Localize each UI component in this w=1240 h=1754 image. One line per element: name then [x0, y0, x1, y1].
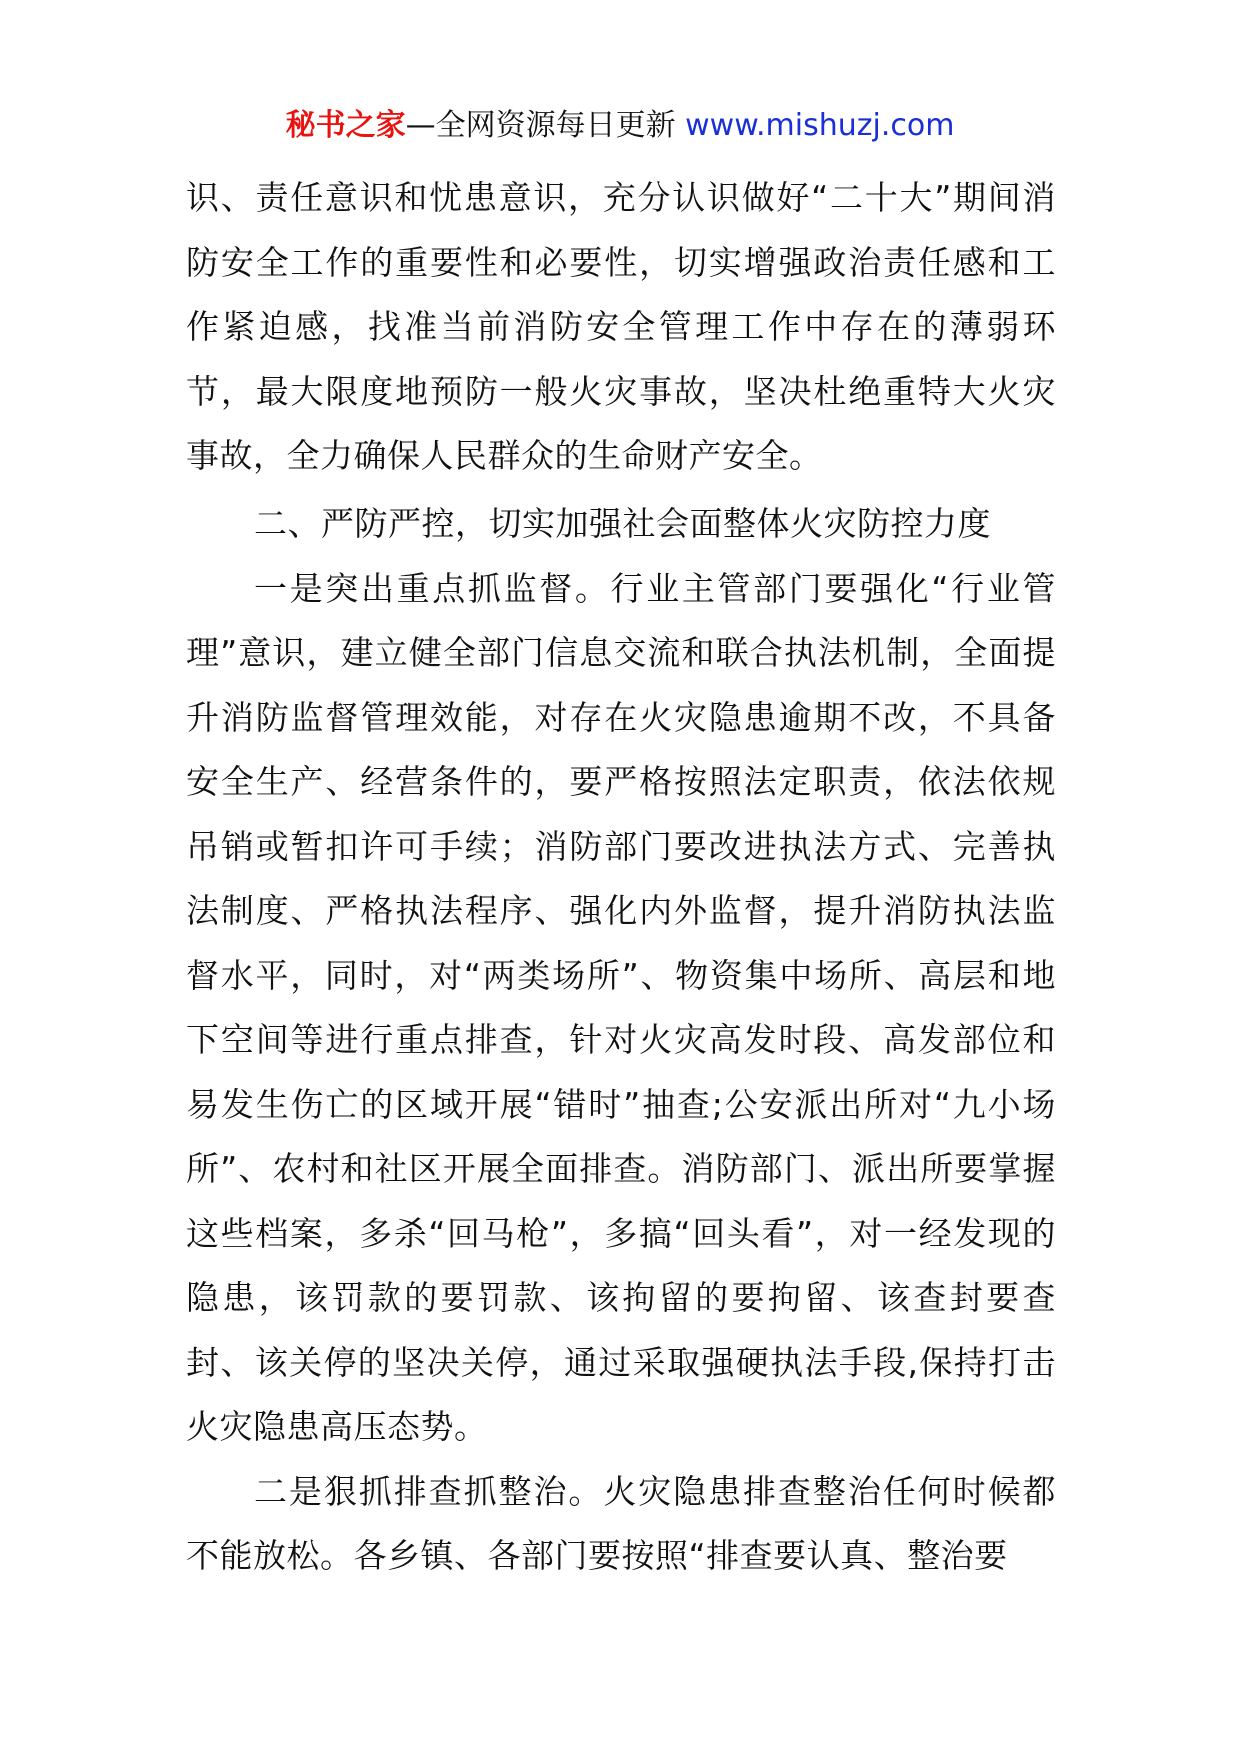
paragraph-inspection: 二是狠抓排查抓整治。火灾隐患排查整治任何时候都不能放松。各乡镇、各部门要按照“排查要认真、整治要: [186, 1471, 1056, 1575]
paragraph-supervision: 一是突出重点抓监督。行业主管部门要强化“行业管理”意识，建立健全部门信息交流和联合执法机制，全面提升消防监督管理效能，对存在火灾隐患逾期不改，不具备安全生产、经营条件的，要严格按照法定职责，依法依规吊销或暂扣许可手续；消防部门要改进执法方式、完善执法制度、严格执法程序、强化内外监督，提升消防执法监督水平，同时，对“两类场所”、物资集中场所、高层和地下空间等进行重点排查，针对火灾高发时段、高发部位和易发生伤亡的区域开展“错时”抽查;公安派出所对“九小场所”、农村和社区开展全面排查。消防部门、派出所要掌握这些档案，多杀“回马枪”，多搞“回头看”，对一经发现的隐患，该罚款的要罚款、该拘留的要拘留、该查封要查封、该关停的坚决关停，通过采取强硬执法手段,保持打击火灾隐患高压态势。: [186, 568, 1056, 1446]
header-brand: 秘书之家: [285, 108, 406, 143]
document-body: [186, 166, 1056, 1589]
header-url-link[interactable]: www.mishuzj.com: [685, 108, 955, 143]
header-tagline: —全网资源每日更新: [405, 108, 686, 143]
paragraph-continued: 识、责任意识和忧患意识，充分认识做好“二十大”期间消防安全工作的重要性和必要性，切实增强政治责任感和工作紧迫感，找准当前消防安全管理工作中存在的薄弱环节，最大限度地预防一般火灾事故，坚决杜绝重特大火灾事故，全力确保人民群众的生命财产安全。: [186, 178, 1056, 475]
section-heading: 二、严防严控，切实加强社会面整体火灾防控力度: [254, 503, 991, 543]
page-header: [0, 104, 1240, 148]
